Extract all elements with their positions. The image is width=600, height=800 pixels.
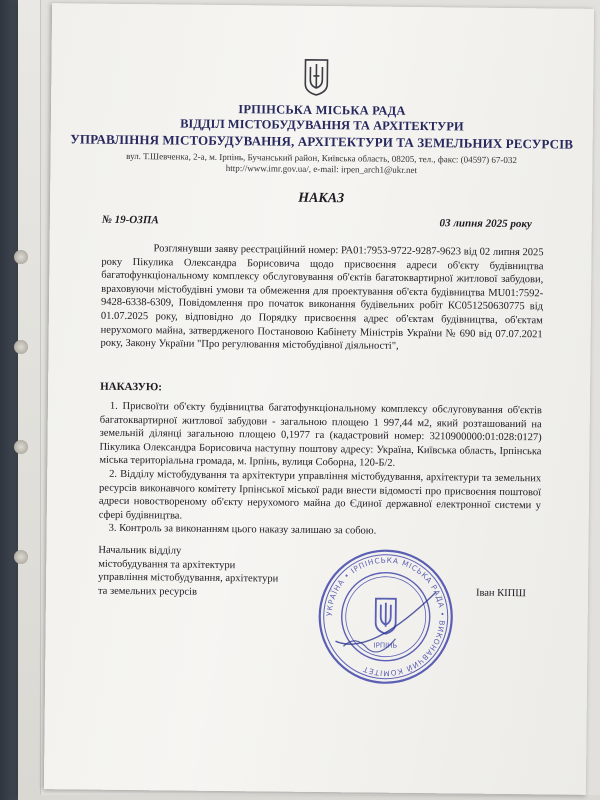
stamp-city: ІРПІНЬ	[373, 641, 398, 650]
punch-hole	[14, 440, 28, 454]
department-name: ВІДДІЛ МІСТОБУДУВАННЯ ТА АРХІТЕКТУРИ	[180, 116, 464, 134]
official-stamp	[315, 546, 456, 687]
order-item: 3. Контроль за виконанням цього наказу залишаю за собою.	[108, 523, 377, 537]
order-document	[44, 3, 594, 795]
letterhead-contacts: http://www.imr.gov.ua/, e-mail: irpen_arch1@ukr.net	[225, 163, 418, 176]
council-name: ІРПІНСЬКА МІСЬКА РАДА	[238, 102, 406, 118]
order-title: НАКАЗ	[298, 190, 345, 207]
position-line: та земельних ресурсів	[97, 585, 198, 598]
resolves-heading: НАКАЗУЮ:	[100, 380, 162, 394]
order-item: 2. Відділу містобудування та архітектури управління містобудування, архітектури та земельних ресурсів виконавчого комітету Ірпінської міської ради внести відомості про присвоєння поштової адреси новоствореному об'єкту нерухомого майна до Єдиної державної електронної системи у сфері будівництва.	[98, 468, 542, 522]
punch-hole	[14, 550, 28, 564]
punch-hole	[14, 250, 28, 264]
order-item: 1. Присвоїти об'єкту будівництва багатофункціональному комплексу обслуговування об'єктів багатоквартирної житлової забудови - загальною площею 1 997,44 м2, який розташований на земельній ділянці загальною площею 0,1977 га (кадастровий номер: 3210900000:01:028:0127) Пікулика Олександра Борисовича наступну поштову адресу: Україна, Київська область, Ірпінська міська територіальна громада, м. Ірпінь, вулиця Соборна, 120-Б/2.	[99, 400, 542, 470]
order-items	[99, 400, 542, 541]
stamp-ring-text: УКРАЇНА • ІРПІНСЬКА МІСЬКА РАДА • ВИКОНАВЧИЙ КОМІТЕТ	[324, 555, 447, 678]
position-line: Начальник відділу	[98, 544, 182, 557]
order-number: № 19-ОЗПА	[101, 213, 159, 227]
order-date: 03 липня 2025 року	[439, 217, 532, 231]
punch-hole	[14, 340, 28, 354]
trident-emblem-icon	[303, 58, 329, 96]
signer-name: Іван КІПШ	[475, 587, 526, 600]
position-line: містобудування та архітектури	[98, 558, 236, 571]
signatory-position	[98, 544, 279, 600]
punch-holes	[14, 250, 32, 570]
order-preamble: Розглянувши заяву реєстраційний номер: РА01:7953-9722-9287-9623 від 02 липня 2025 року Пікулика Олександра Борисовича щодо присвоєння адреси об'єкту будівництва багатофункціональному комплексу обслуговування об'єктів багатоквартирної житлової забудови, враховуючи містобудівні умови та обмеження для проектування об'єкта будівництва MU01:7592-9428-6338-6309, Повідомлення про початок виконання будівельних робіт КС051250630775 від 01.07.2025 року, відповідно до Порядку присвоєння адрес об'єктам будівництва, об'єктам нерухомого майна, затвердженого Постановою Кабінету Міністрів України № 690 від 07.07.2021 року, Закону України "Про регулювання містобудівної діяльності",	[100, 243, 544, 352]
letterhead-address: вул. Т.Шевченка, 2-а, м. Ірпінь, Бучанський район, Київська область, 08205, тел., факс: (04597) 67-032	[126, 150, 517, 166]
position-line: управління містобудування, архітектури	[98, 571, 279, 585]
directorate-name: УПРАВЛІННЯ МІСТОБУДУВАННЯ, АРХІТЕКТУРИ ТА ЗЕМЕЛЬНИХ РЕСУРСІВ	[70, 131, 574, 152]
